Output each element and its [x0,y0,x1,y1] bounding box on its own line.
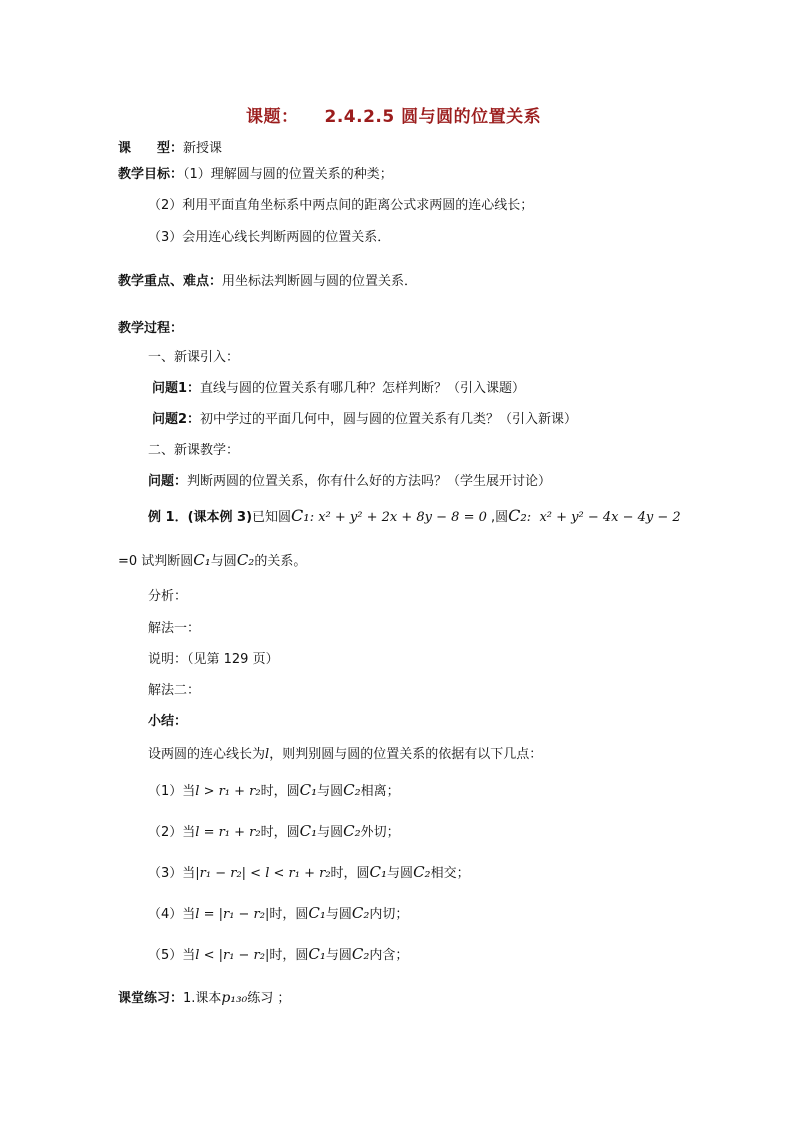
example-row-2 [118,551,306,571]
case-row: （4）当l = |r₁ − r₂|时，圆C₁与圆C₂内切； [148,904,409,922]
goals-row [118,166,393,184]
circle-c1-symbol: C₁ [291,506,310,525]
example-text-2: ,圆 [486,510,509,525]
summary-label: 小结： [148,714,188,729]
example-label: 例 1．(课本例 3) [148,510,253,525]
key-points-value: 用坐标法判断圆与圆的位置关系． [222,274,418,289]
exercise-row [118,989,290,1008]
question-2-label: 问题2： [152,412,201,427]
key-points-label: 教学重点、难点： [118,274,223,289]
exercise-page: p₁₃₀ [221,990,248,1006]
problem-text: 判断两圆的位置关系，你有什么好的方法吗？（学生展开讨论） [187,474,552,489]
example-row [148,507,681,527]
problem-label: 问题： [148,474,188,489]
exercise-text: 1.课本 [183,991,222,1006]
circle-c2-equation: : x² + y² − 4x − 4y − 2 [526,510,681,525]
symbol-l: l [265,747,270,762]
case-row: （3）当|r₁ − r₂| < l < r₁ + r₂时，圆C₁与圆C₂相交； [148,863,470,881]
circle-c1-symbol: C₁ [193,551,211,569]
lesson-type-label: 课 型： [118,141,184,156]
question-1 [152,380,525,398]
process-label: 教学过程： [118,321,184,336]
key-points-row [118,273,417,291]
goals-label: 教学目标： [118,167,184,182]
case-row: （2）当l = r₁ + r₂时，圆C₁与圆C₂外切； [148,822,400,840]
exercise-label: 课堂练习： [118,991,184,1006]
method-2-label: 解法二： [148,683,201,698]
method-1-label: 解法一： [148,621,201,636]
exercise-text-2: 练习 ； [247,991,291,1006]
case-row: （1）当l > r₁ + r₂时，圆C₁与圆C₂相离； [148,781,400,799]
summary-intro: 设两圆的连心线长为l，则判别圆与圆的位置关系的依据有以下几点： [148,747,543,762]
question-1-label: 问题1： [152,381,201,396]
analysis-label: 分析： [148,589,188,604]
lesson-type-row [118,140,222,158]
goal-item: （3）会用连心线长判断两圆的位置关系． [148,230,391,245]
example-text-1: 已知圆 [252,510,292,525]
circle-c2-symbol: C₂ [508,506,527,525]
title-prefix: 课题： [246,107,299,127]
problem-row [148,473,551,491]
title-text: 2.4.2.5 圆与圆的位置关系 [324,107,542,127]
example-text-3: 与圆 [210,554,237,569]
goal-item: （1）理解圆与圆的位置关系的种类； [183,167,393,182]
page-title [246,108,541,126]
intro-heading: 一、新课引入： [148,350,240,365]
lesson-type-value: 新授课 [183,141,223,156]
circle-c1-equation: : x² + y² + 2x + 8y − 8 = 0 [309,510,487,525]
goal-item: （2）利用平面直角坐标系中两点间的距离公式求两圆的连心线长； [148,198,534,213]
circle-c2-symbol: C₂ [236,551,255,569]
case-row: （5）当l < |r₁ − r₂|时，圆C₁与圆C₂内含； [148,945,409,963]
example-line2-start: =0 试判断圆 [118,554,194,569]
question-2 [152,411,577,429]
question-2-text: 初中学过的平面几何中，圆与圆的位置关系有几类？（引入新课） [200,412,578,427]
new-lesson-heading: 二、新课教学： [148,443,240,458]
question-1-text: 直线与圆的位置关系有哪几种？怎样判断？（引入课题） [200,381,526,396]
example-text-4: 的关系。 [254,554,307,569]
note-text: 说明：（见第 129 页） [148,652,279,667]
